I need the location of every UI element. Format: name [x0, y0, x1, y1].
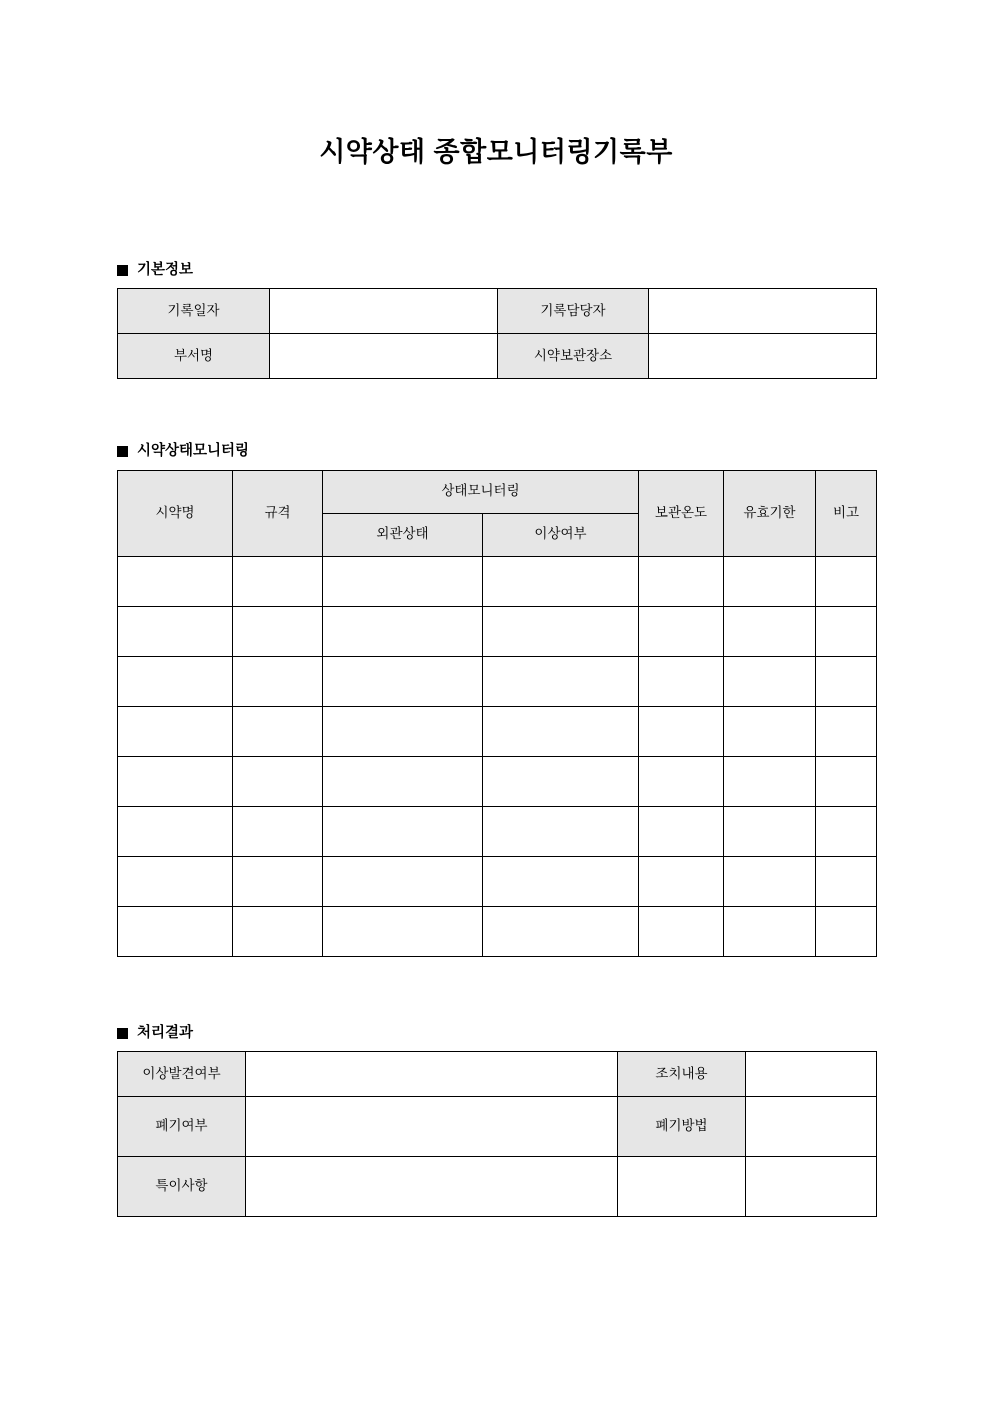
black-square-icon: [117, 446, 128, 457]
label-special-notes: 특이사항: [118, 1156, 246, 1216]
cell-reagent-name[interactable]: [118, 806, 233, 856]
cell-spec[interactable]: [233, 706, 323, 756]
label-action-taken: 조치내용: [618, 1051, 746, 1096]
cell-spec[interactable]: [233, 656, 323, 706]
field-record-date[interactable]: [270, 289, 498, 334]
cell-appearance[interactable]: [323, 606, 483, 656]
column-header-abnormality: 이상여부: [483, 513, 639, 556]
field-storage-location[interactable]: [649, 334, 877, 379]
cell-remarks[interactable]: [816, 556, 877, 606]
field-special-notes[interactable]: [246, 1156, 618, 1216]
cell-remarks[interactable]: [816, 906, 877, 956]
cell-reagent-name[interactable]: [118, 606, 233, 656]
cell-reagent-name[interactable]: [118, 756, 233, 806]
field-disposal-status[interactable]: [246, 1096, 618, 1156]
cell-reagent-name[interactable]: [118, 556, 233, 606]
cell-reagent-name[interactable]: [118, 906, 233, 956]
cell-storage-temp[interactable]: [639, 656, 724, 706]
column-header-reagent-name: 시약명: [118, 470, 233, 556]
label-abnormality-found: 이상발견여부: [118, 1051, 246, 1096]
cell-reagent-name[interactable]: [118, 656, 233, 706]
cell-abnormality[interactable]: [483, 856, 639, 906]
table-row: [118, 556, 877, 606]
cell-abnormality[interactable]: [483, 706, 639, 756]
table-row: [118, 906, 877, 956]
cell-expiry[interactable]: [724, 656, 816, 706]
column-header-remarks: 비고: [816, 470, 877, 556]
section-basic-info: [0, 170, 992, 379]
table-header-row-top: [118, 470, 877, 513]
cell-expiry[interactable]: [724, 856, 816, 906]
cell-expiry[interactable]: [724, 706, 816, 756]
cell-remarks[interactable]: [816, 756, 877, 806]
section-processing-result: [0, 957, 992, 1217]
cell-abnormality[interactable]: [483, 806, 639, 856]
field-special-notes-extra-1[interactable]: [618, 1156, 746, 1216]
column-header-spec: 규격: [233, 470, 323, 556]
cell-appearance[interactable]: [323, 906, 483, 956]
cell-appearance[interactable]: [323, 656, 483, 706]
section-heading-basic-info-label: 기본정보: [137, 261, 194, 278]
cell-expiry[interactable]: [724, 756, 816, 806]
cell-expiry[interactable]: [724, 806, 816, 856]
cell-remarks[interactable]: [816, 856, 877, 906]
reagent-monitoring-table: [117, 470, 877, 957]
section-heading-result-label: 처리결과: [137, 1024, 194, 1041]
cell-spec[interactable]: [233, 906, 323, 956]
field-department[interactable]: [270, 334, 498, 379]
section-heading-result: [117, 1025, 992, 1042]
label-disposal-status: 폐기여부: [118, 1096, 246, 1156]
cell-abnormality[interactable]: [483, 556, 639, 606]
cell-expiry[interactable]: [724, 556, 816, 606]
cell-remarks[interactable]: [816, 606, 877, 656]
section-heading-monitoring-label: 시약상태모니터링: [137, 443, 250, 460]
cell-storage-temp[interactable]: [639, 806, 724, 856]
black-square-icon: [117, 1028, 128, 1039]
cell-reagent-name[interactable]: [118, 706, 233, 756]
cell-storage-temp[interactable]: [639, 556, 724, 606]
field-recorder[interactable]: [649, 289, 877, 334]
cell-spec[interactable]: [233, 756, 323, 806]
cell-spec[interactable]: [233, 606, 323, 656]
table-row: [118, 334, 877, 379]
table-row: [118, 756, 877, 806]
basic-info-table: [117, 288, 877, 379]
cell-abnormality[interactable]: [483, 906, 639, 956]
table-row: [118, 289, 877, 334]
cell-expiry[interactable]: [724, 606, 816, 656]
cell-storage-temp[interactable]: [639, 756, 724, 806]
cell-storage-temp[interactable]: [639, 856, 724, 906]
section-heading-basic-info: [117, 262, 992, 279]
processing-result-table: [117, 1051, 877, 1217]
table-row: [118, 1096, 877, 1156]
field-special-notes-extra-2[interactable]: [746, 1156, 877, 1216]
cell-storage-temp[interactable]: [639, 606, 724, 656]
column-header-status-group: 상태모니터링: [323, 470, 639, 513]
cell-appearance[interactable]: [323, 856, 483, 906]
table-row: [118, 656, 877, 706]
cell-appearance[interactable]: [323, 706, 483, 756]
cell-appearance[interactable]: [323, 806, 483, 856]
label-storage-location: 시약보관장소: [498, 334, 649, 379]
cell-spec[interactable]: [233, 806, 323, 856]
cell-storage-temp[interactable]: [639, 706, 724, 756]
field-action-taken[interactable]: [746, 1051, 877, 1096]
page-title: 시약상태 종합모니터링기록부: [319, 137, 673, 167]
cell-appearance[interactable]: [323, 756, 483, 806]
cell-storage-temp[interactable]: [639, 906, 724, 956]
cell-remarks[interactable]: [816, 706, 877, 756]
cell-spec[interactable]: [233, 556, 323, 606]
field-disposal-method[interactable]: [746, 1096, 877, 1156]
section-reagent-monitoring: [0, 379, 992, 956]
table-row: [118, 606, 877, 656]
table-row: [118, 706, 877, 756]
cell-abnormality[interactable]: [483, 756, 639, 806]
section-heading-monitoring: [117, 443, 992, 460]
label-disposal-method: 폐기방법: [618, 1096, 746, 1156]
table-row: [118, 806, 877, 856]
cell-remarks[interactable]: [816, 806, 877, 856]
cell-abnormality[interactable]: [483, 606, 639, 656]
column-header-expiry: 유효기한: [724, 470, 816, 556]
table-row: [118, 856, 877, 906]
cell-appearance[interactable]: [323, 556, 483, 606]
label-recorder: 기록담당자: [498, 289, 649, 334]
column-header-appearance: 외관상태: [323, 513, 483, 556]
cell-remarks[interactable]: [816, 656, 877, 706]
label-department: 부서명: [118, 334, 270, 379]
cell-reagent-name[interactable]: [118, 856, 233, 906]
reagent-monitoring-body: [118, 556, 877, 956]
cell-abnormality[interactable]: [483, 656, 639, 706]
field-abnormality-found[interactable]: [246, 1051, 618, 1096]
black-square-icon: [117, 265, 128, 276]
cell-expiry[interactable]: [724, 906, 816, 956]
table-row: [118, 1051, 877, 1096]
cell-spec[interactable]: [233, 856, 323, 906]
table-row: [118, 1156, 877, 1216]
column-header-storage-temp: 보관온도: [639, 470, 724, 556]
label-record-date: 기록일자: [118, 289, 270, 334]
